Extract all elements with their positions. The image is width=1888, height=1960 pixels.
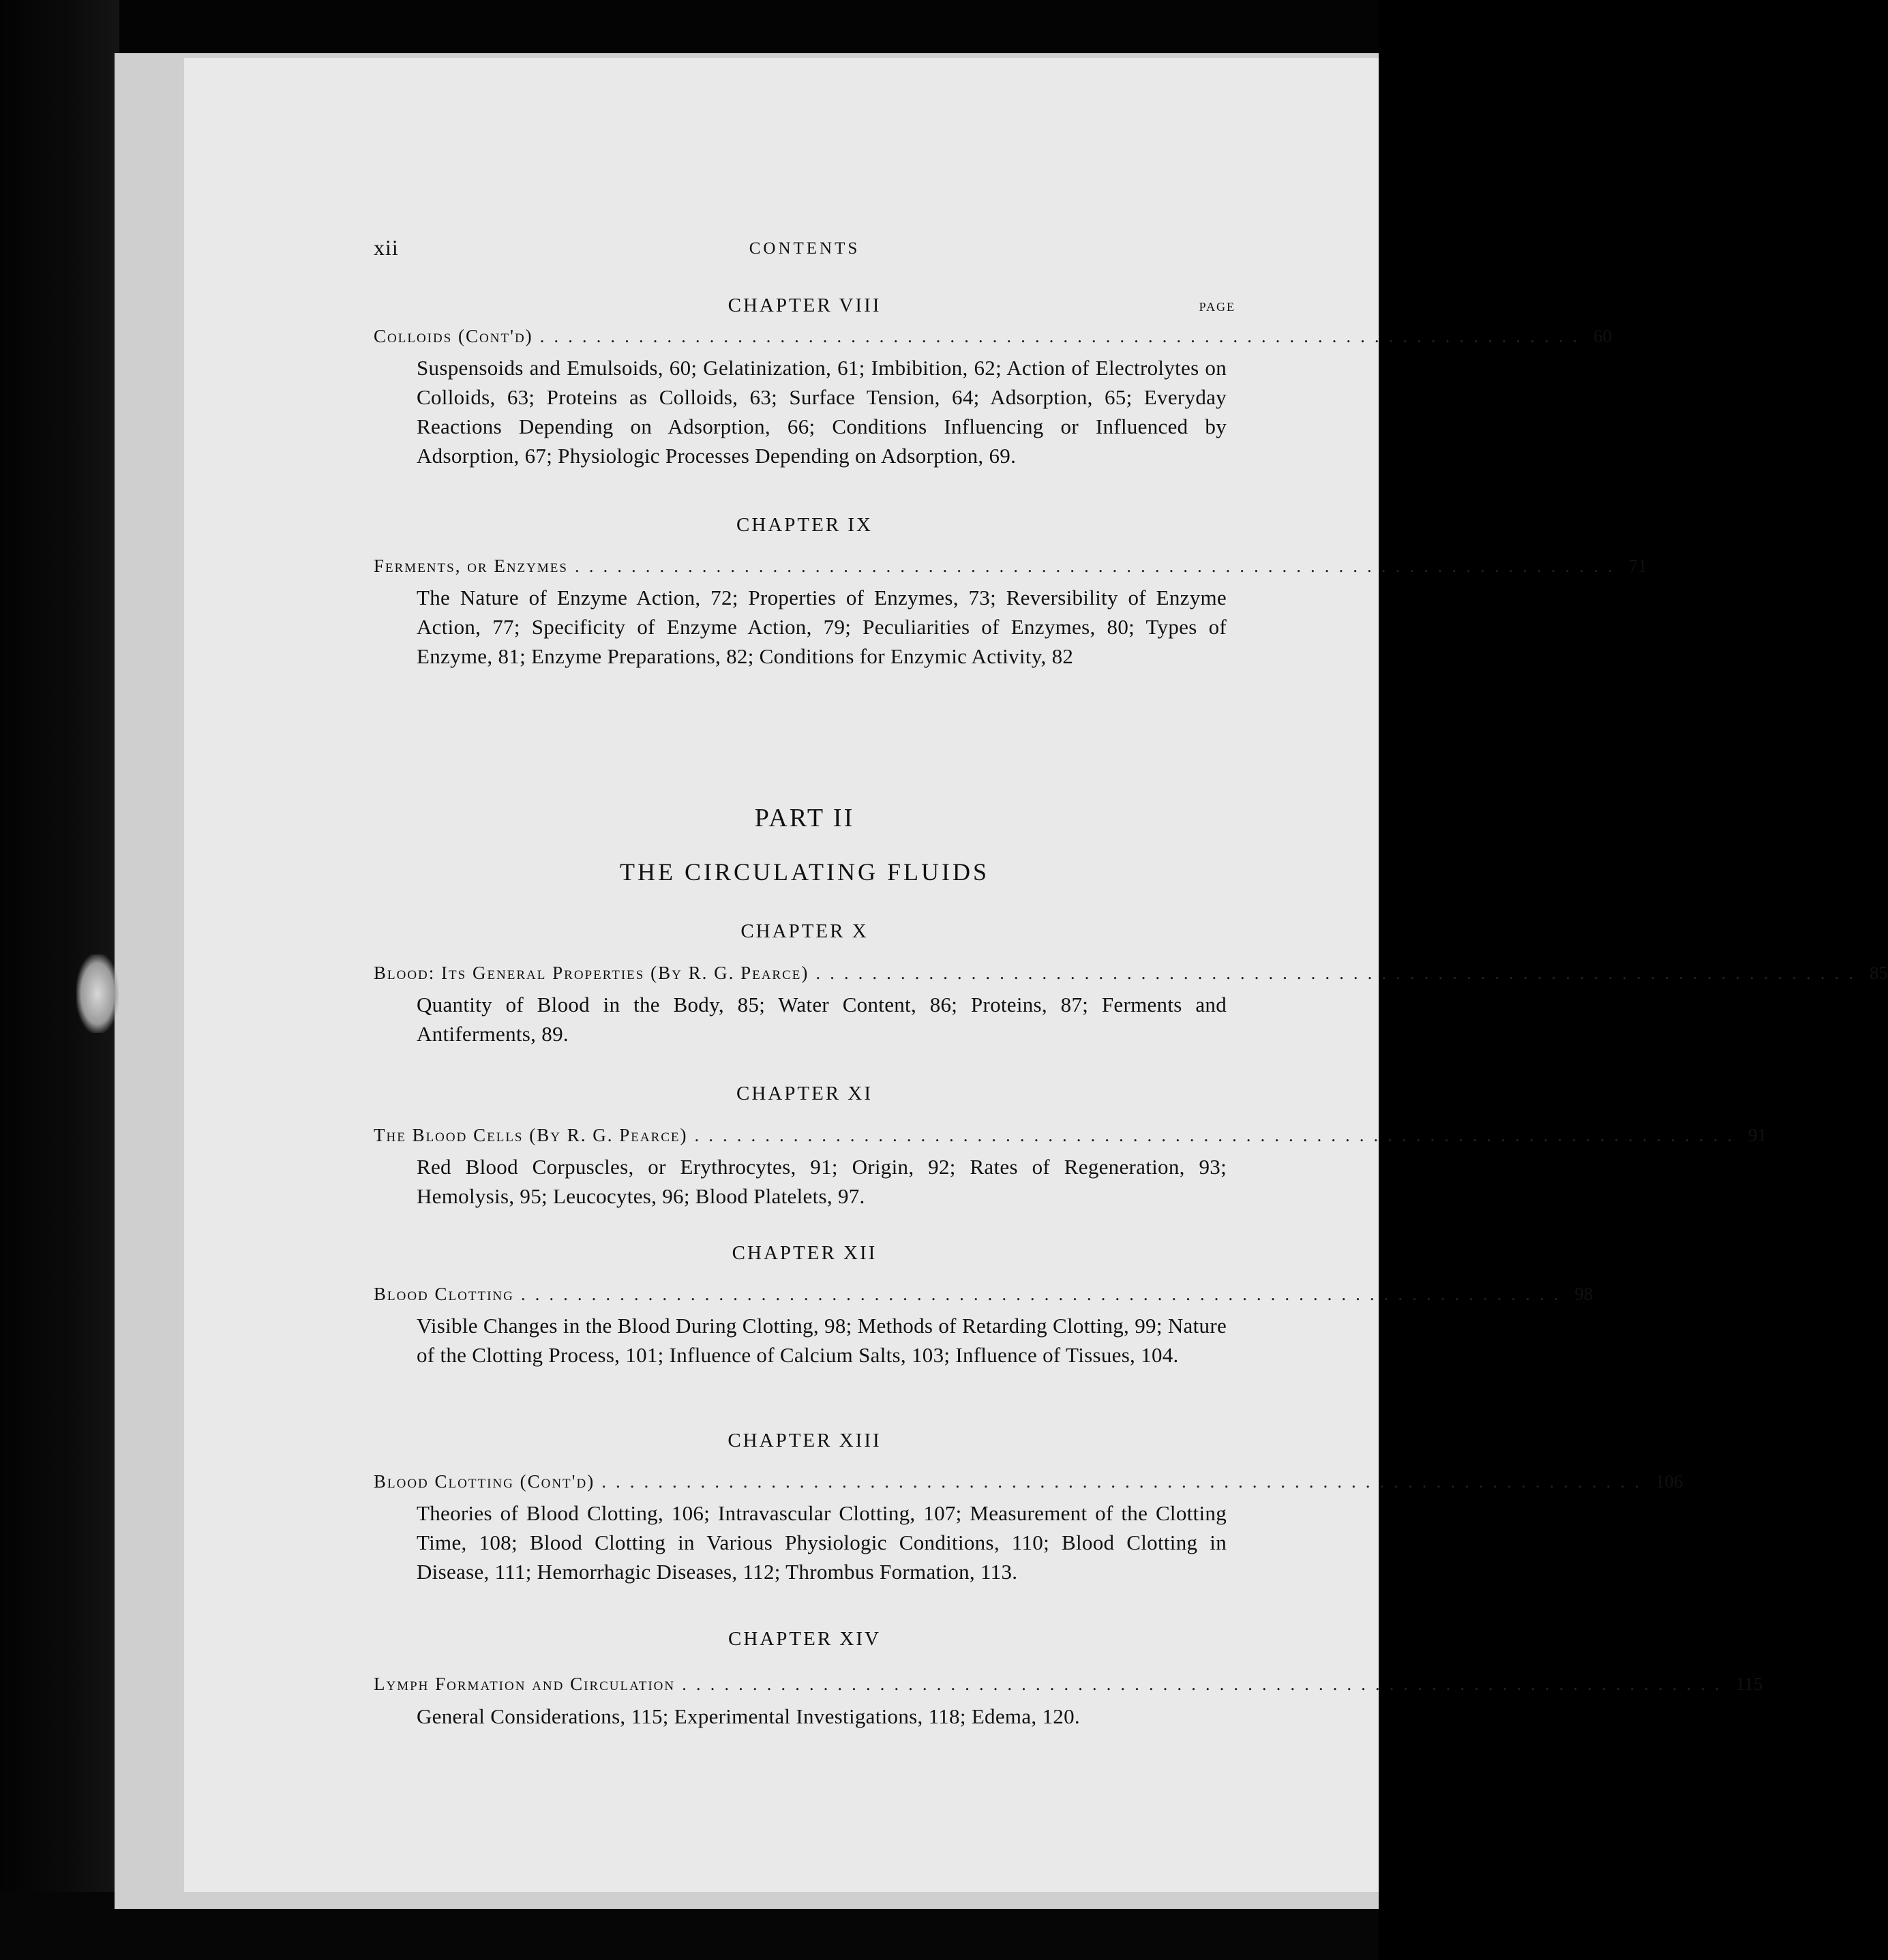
dot-leader: .......................................................................... — [694, 1125, 1742, 1145]
chapter-label: CHAPTER X — [740, 920, 869, 942]
dot-leader: .......................................................................... — [574, 556, 1622, 576]
chapter-label: CHAPTER IX — [736, 514, 873, 536]
chapter-heading — [374, 920, 1235, 943]
entry-topics: General Considerations, 115; Experimental Investigations, 118; Edema, 120. — [417, 1704, 1080, 1728]
entry-title-text: Blood Clotting — [374, 1284, 514, 1304]
page-column-label: PAGE — [1199, 300, 1235, 314]
entry-topics: Suspensoids and Emulsoids, 60; Gelatinization, 61; Imbibition, 62; Action of Electrolytes on Colloids, 63; Proteins as Colloids, 63; Surface Tension, 64; Adsorption, 65; Everyday Reactions Depending on Adsorption, 66; Conditions Influencing or Influenced by Adsorption, 67; Physiologic Processes Depending on Adsorption, 69. — [417, 356, 1227, 468]
entry-topics: Quantity of Blood in the Body, 85; Water Content, 86; Proteins, 87; Ferments and Antiferments, 89. — [417, 993, 1227, 1046]
part-title: THE CIRCULATING FLUIDS — [620, 858, 989, 886]
entry-topics: Theories of Blood Clotting, 106; Intravascular Clotting, 107; Measurement of the Clotting Time, 108; Blood Clotting in Various Physiologic Conditions, 110; Blood Clotting in Disease, 111; Hemorrhagic Diseases, 112; Thrombus Formation, 113. — [417, 1501, 1227, 1584]
dot-leader: .......................................................................... — [520, 1284, 1568, 1304]
toc-entry-title — [374, 326, 1613, 353]
chapter-heading — [374, 1430, 1235, 1452]
scan-stain — [76, 954, 119, 1033]
toc-entry-title — [374, 1674, 1763, 1701]
entry-page-number: 71 — [1628, 556, 1647, 576]
dot-leader: .......................................................................... — [539, 326, 1587, 346]
chapter-label: CHAPTER XII — [732, 1242, 878, 1264]
toc-entry-title — [374, 1284, 1593, 1311]
entry-title-text: Colloids (Cont'd) — [374, 326, 533, 346]
dot-leader: .......................................................................... — [682, 1674, 1729, 1694]
toc-entry-title — [374, 1125, 1767, 1152]
entry-topics: Visible Changes in the Blood During Clotting, 98; Methods of Retarding Clotting, 99; Nature of the Clotting Process, 101; Influence of Calcium Salts, 103; Influence of Tissues, 104. — [417, 1314, 1227, 1367]
chapter-label: CHAPTER XIV — [728, 1628, 881, 1650]
chapter-heading — [374, 514, 1235, 537]
entry-page-number: 115 — [1735, 1674, 1763, 1694]
chapter-label: CHAPTER XIII — [728, 1430, 882, 1451]
entry-topics: The Nature of Enzyme Action, 72; Properties of Enzymes, 73; Reversibility of Enzyme Action, 77; Specificity of Enzyme Action, 79; Peculiarities of Enzymes, 80; Types of Enzyme, 81; Enzyme Preparations, 82; Conditions for Enzymic Activity, 82 — [417, 586, 1227, 668]
entry-page-number: 60 — [1593, 326, 1613, 346]
dot-leader: .......................................................................... — [815, 963, 1863, 983]
running-title: CONTENTS — [749, 239, 860, 258]
toc-entry-title — [374, 1471, 1683, 1498]
entry-page-number: 98 — [1574, 1284, 1593, 1304]
running-header — [374, 235, 1235, 262]
page-folio: xii — [374, 235, 399, 260]
entry-topics: Red Blood Corpuscles, or Erythrocytes, 91; Origin, 92; Rates of Regeneration, 93; Hemolysis, 95; Leucocytes, 96; Blood Platelets, 97. — [417, 1155, 1227, 1208]
scan-border-top — [0, 0, 1379, 58]
chapter-heading — [374, 1628, 1235, 1650]
entry-page-number: 85 — [1869, 963, 1888, 983]
chapter-label: CHAPTER XI — [736, 1083, 873, 1104]
entry-page-number: 91 — [1748, 1125, 1767, 1145]
chapter-label: CHAPTER VIII — [728, 295, 882, 316]
entry-title-text: Blood Clotting (Cont'd) — [374, 1471, 595, 1492]
chapter-heading — [374, 1242, 1235, 1265]
entry-title-text: The Blood Cells (By R. G. Pearce) — [374, 1125, 688, 1145]
chapter-heading — [374, 1083, 1235, 1105]
entry-title-text: Lymph Formation and Circulation — [374, 1674, 676, 1694]
entry-page-number: 106 — [1655, 1471, 1683, 1492]
chapter-heading — [374, 295, 1235, 317]
entry-title-text: Ferments, or Enzymes — [374, 556, 568, 576]
toc-entry-title — [374, 963, 1888, 990]
dot-leader: .......................................................................... — [601, 1471, 1649, 1492]
part-label: PART II — [754, 804, 855, 832]
toc-entry-title — [374, 556, 1647, 583]
entry-title-text: Blood: Its General Properties (By R. G. Pearce) — [374, 963, 809, 983]
